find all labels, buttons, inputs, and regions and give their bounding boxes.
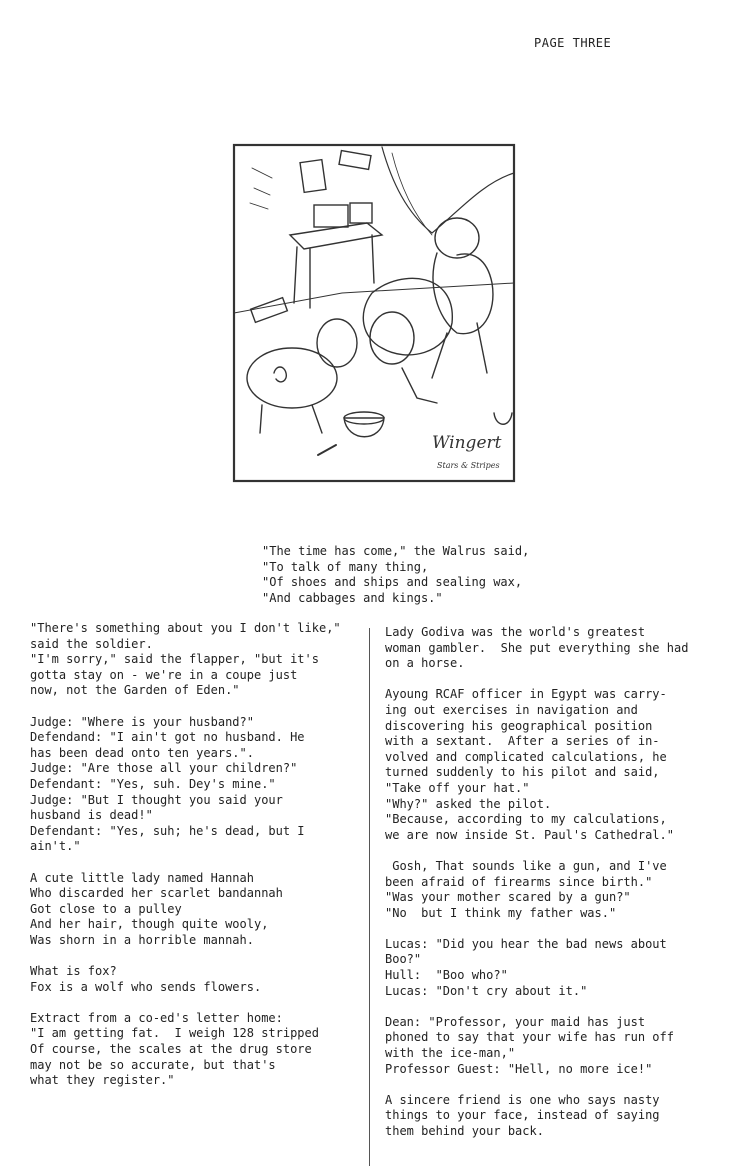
text-line: been afraid of firearms since birth." <box>385 874 653 889</box>
text-line: Defendand: "I ain't got no husband. He <box>30 730 305 745</box>
text-line: with a sextant. After a series of in- <box>385 734 660 749</box>
text-line: "Because, according to my calculations, <box>385 812 667 827</box>
text-line: "To talk of many thing, <box>262 559 429 574</box>
text-line: Ayoung RCAF officer in Egypt was carry- <box>385 687 667 702</box>
right-column <box>385 625 720 1155</box>
text-line: Hull: "Boo who?" <box>385 968 508 983</box>
joke-block <box>30 1011 370 1089</box>
text-line: said the soldier. <box>30 636 153 651</box>
text-line: Was shorn in a horrible mannah. <box>30 932 254 947</box>
joke-block <box>30 964 370 995</box>
text-line: "The time has come," the Walrus said, <box>262 544 530 558</box>
text-line: what they register." <box>30 1073 175 1088</box>
joke-block <box>385 937 720 999</box>
text-line: we are now inside St. Paul's Cathedral." <box>385 827 674 842</box>
joke-block <box>385 1093 720 1140</box>
text-line: "There's something about you I don't like," <box>30 621 341 635</box>
cartoon-signature: Wingert <box>432 433 502 453</box>
text-line: Boo?" <box>385 952 422 967</box>
joke-block <box>385 625 720 672</box>
text-line: Of course, the scales at the drug store <box>30 1042 312 1057</box>
text-line: Who discarded her scarlet bandannah <box>30 886 283 901</box>
text-line: And her hair, though quite wooly, <box>30 917 269 932</box>
text-line: "No but I think my father was." <box>385 905 617 920</box>
text-line: Dean: "Professor, your maid has just <box>385 1014 646 1029</box>
text-line: may not be so accurate, but that's <box>30 1057 276 1072</box>
text-line: "Of shoes and ships and sealing wax, <box>262 575 523 590</box>
text-line: Defendant: "Yes, suh. Dey's mine." <box>30 776 276 791</box>
text-line: things to your face, instead of saying <box>385 1108 660 1123</box>
text-line: with the ice-man," <box>385 1046 516 1061</box>
text-line: Professor Guest: "Hell, no more ice!" <box>385 1061 653 1076</box>
text-line: husband is dead!" <box>30 808 153 823</box>
text-line: "I'm sorry," said the flapper, "but it's <box>30 652 319 667</box>
joke-block <box>30 715 370 855</box>
text-line: Lady Godiva was the world's greatest <box>385 625 646 639</box>
page-number-label: PAGE THREE <box>534 36 612 50</box>
text-line: phoned to say that your wife has run off <box>385 1030 674 1045</box>
left-column <box>30 621 370 1104</box>
text-line: discovering his geographical position <box>385 718 653 733</box>
text-line: What is fox? <box>30 964 117 979</box>
text-line: on a horse. <box>385 656 465 671</box>
text-line: now, not the Garden of Eden." <box>30 683 240 698</box>
text-line: "And cabbages and kings." <box>262 590 443 605</box>
text-line: gotta stay on - we're in a coupe just <box>30 667 298 682</box>
text-line: has been dead onto ten years.". <box>30 745 254 760</box>
text-line: them behind your back. <box>385 1124 544 1138</box>
joke-block <box>30 621 370 699</box>
text-line: "I am getting fat. I weigh 128 stripped <box>30 1026 319 1041</box>
text-line: Lucas: "Did you hear the bad news about <box>385 936 667 951</box>
text-line: volved and complicated calculations, he <box>385 749 667 764</box>
text-line: Got close to a pulley <box>30 901 182 916</box>
text-line: A cute little lady named Hannah <box>30 870 254 885</box>
joke-block <box>385 1015 720 1077</box>
cartoon-illustration <box>232 143 516 483</box>
text-line: Lucas: "Don't cry about it." <box>385 983 588 998</box>
text-line: ing out exercises in navigation and <box>385 702 638 717</box>
joke-block <box>30 871 370 949</box>
text-line: Judge: "But I thought you said your <box>30 792 283 807</box>
text-line: Fox is a wolf who sends flowers. <box>30 979 262 994</box>
text-line: "Was your mother scared by a gun?" <box>385 890 631 905</box>
joke-block <box>385 859 720 921</box>
text-line: woman gambler. She put everything she had <box>385 640 689 655</box>
cartoon-signature-sub: Stars & Stripes <box>437 461 500 470</box>
text-line: ain't." <box>30 839 81 854</box>
text-line: Gosh, That sounds like a gun, and I've <box>385 858 667 873</box>
text-line: "Why?" asked the pilot. <box>385 796 552 811</box>
walrus-poem <box>262 544 529 606</box>
text-line: Judge: "Where is your husband?" <box>30 714 254 729</box>
text-line: "Take off your hat." <box>385 780 530 795</box>
text-line: turned suddenly to his pilot and said, <box>385 765 660 780</box>
text-line: Judge: "Are those all your children?" <box>30 761 298 776</box>
text-line: Defendant: "Yes, suh; he's dead, but I <box>30 823 305 838</box>
text-line: Extract from a co-ed's letter home: <box>30 1010 283 1025</box>
text-line: A sincere friend is one who says nasty <box>385 1092 660 1107</box>
joke-block <box>385 687 720 843</box>
